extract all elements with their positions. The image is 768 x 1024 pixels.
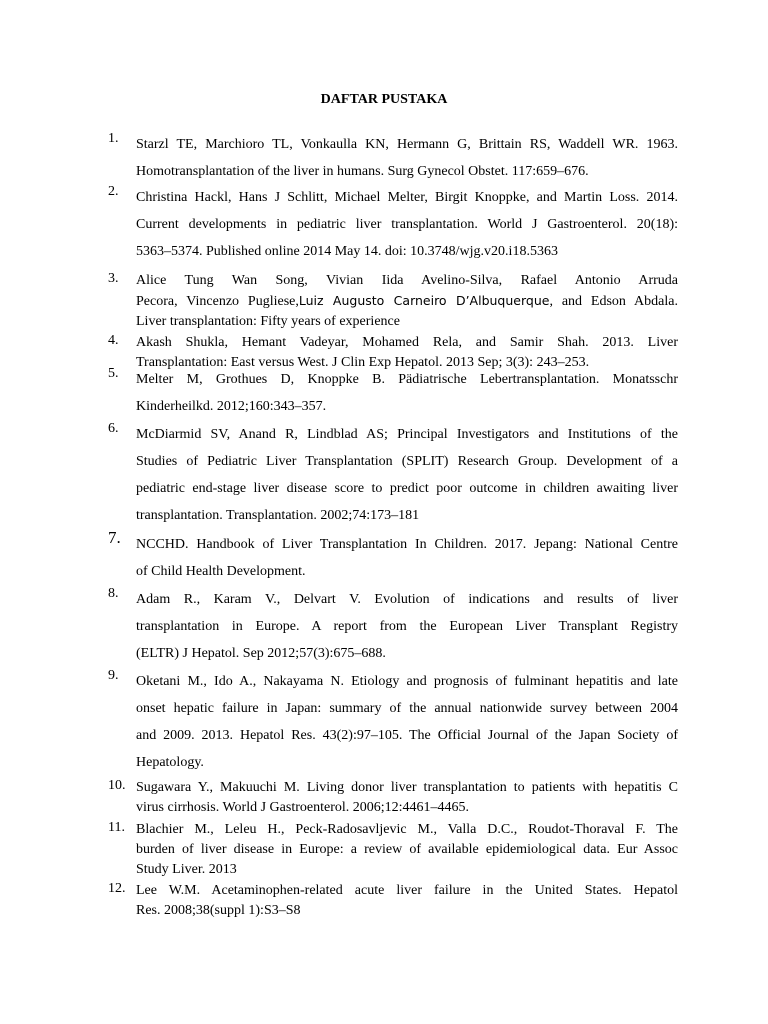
reference-line: Sugawara Y., Makuuchi M. Living donor liver transplantation to patients with hepatitis C xyxy=(136,780,678,795)
reference-item-3 xyxy=(108,271,678,332)
reference-line: pediatric end-stage liver disease score to predict poor outcome in children awaiting liver xyxy=(136,481,678,496)
reference-fragment: Luiz Augusto Carneiro D’Albuquerque xyxy=(298,293,550,308)
reference-fragment: , and Edson Abdala. xyxy=(549,294,678,309)
reference-item-10 xyxy=(108,778,678,818)
reference-line xyxy=(136,291,678,312)
reference-number: 5. xyxy=(108,366,119,381)
reference-number: 8. xyxy=(108,586,119,601)
reference-line: Liver transplantation: Fifty years of experience xyxy=(136,314,400,329)
reference-line: Hepatology. xyxy=(136,755,204,770)
reference-line: Current developments in pediatric liver transplantation. World J Gastroenterol. 20(18): xyxy=(136,217,678,232)
reference-line: Res. 2008;38(suppl 1):S3–S8 xyxy=(136,903,301,918)
reference-line: onset hepatic failure in Japan: summary of the annual nationwide survey between 2004 xyxy=(136,701,678,716)
reference-line: Homotransplantation of the liver in humans. Surg Gynecol Obstet. 117:659–676. xyxy=(136,164,589,179)
reference-number: 4. xyxy=(108,333,119,348)
reference-line: McDiarmid SV, Anand R, Lindblad AS; Principal Investigators and Institutions of the xyxy=(136,427,678,442)
reference-line: of Child Health Development. xyxy=(136,564,306,579)
reference-line: Kinderheilkd. 2012;160:343–357. xyxy=(136,399,327,414)
page-title: DAFTAR PUSTAKA xyxy=(320,92,448,107)
reference-item-2 xyxy=(108,184,678,265)
reference-number: 6. xyxy=(108,421,119,436)
reference-number: 9. xyxy=(108,668,119,683)
reference-line: Akash Shukla, Hemant Vadeyar, Mohamed Rela, and Samir Shah. 2013. Liver xyxy=(136,335,678,350)
reference-line: 5363–5374. Published online 2014 May 14. doi: 10.3748/wjg.v20.i18.5363 xyxy=(136,244,558,259)
reference-item-1 xyxy=(108,131,678,185)
reference-line: and 2009. 2013. Hepatol Res. 43(2):97–105. The Official Journal of the Japan Society of xyxy=(136,728,678,743)
reference-number: 1. xyxy=(108,131,119,146)
reference-line: NCCHD. Handbook of Liver Transplantation In Children. 2017. Jepang: National Centre xyxy=(136,537,678,552)
reference-item-5 xyxy=(108,366,678,420)
reference-number: 7. xyxy=(108,528,121,547)
reference-number: 10. xyxy=(108,778,126,793)
reference-number: 12. xyxy=(108,881,126,896)
reference-item-9 xyxy=(108,668,678,776)
reference-number: 2. xyxy=(108,184,119,199)
reference-line: Study Liver. 2013 xyxy=(136,862,237,877)
reference-line: Studies of Pediatric Liver Transplantation (SPLIT) Research Group. Development of a xyxy=(136,454,678,469)
reference-item-6 xyxy=(108,421,678,529)
reference-line: Transplantation: East versus West. J Clin Exp Hepatol. 2013 Sep; 3(3): 243–253. xyxy=(136,355,590,370)
reference-line: Adam R., Karam V., Delvart V. Evolution of indications and results of liver xyxy=(136,592,678,607)
reference-fragment: Pecora, Vincenzo Pugliese, xyxy=(136,294,299,309)
reference-line: Christina Hackl, Hans J Schlitt, Michael Melter, Birgit Knoppke, and Martin Loss. 2014. xyxy=(136,190,678,205)
reference-item-11 xyxy=(108,820,678,880)
reference-line: transplantation in Europe. A report from the European Liver Transplant Registry xyxy=(136,619,678,634)
reference-number: 11. xyxy=(108,820,125,835)
reference-line: Blachier M., Leleu H., Peck-Radosavljevic M., Valla D.C., Roudot-Thoraval F. The xyxy=(136,822,678,837)
reference-line: Alice Tung Wan Song, Vivian Iida Avelino-Silva, Rafael Antonio Arruda xyxy=(136,273,678,288)
reference-item-8 xyxy=(108,586,678,667)
reference-number: 3. xyxy=(108,271,119,286)
reference-line: virus cirrhosis. World J Gastroenterol. 2006;12:4461–4465. xyxy=(136,800,470,815)
reference-line: Melter M, Grothues D, Knoppke B. Pädiatrische Lebertransplantation. Monatsschr xyxy=(136,372,678,387)
reference-line: burden of liver disease in Europe: a review of available epidemiological data. Eur Assoc xyxy=(136,842,678,857)
reference-line: Oketani M., Ido A., Nakayama N. Etiology and prognosis of fulminant hepatitis and late xyxy=(136,674,678,689)
reference-line: (ELTR) J Hepatol. Sep 2012;57(3):675–688. xyxy=(136,646,386,661)
reference-line: Starzl TE, Marchioro TL, Vonkaulla KN, Hermann G, Brittain RS, Waddell WR. 1963. xyxy=(136,137,678,152)
reference-line: transplantation. Transplantation. 2002;74:173–181 xyxy=(136,508,420,523)
reference-line: Lee W.M. Acetaminophen-related acute liver failure in the United States. Hepatol xyxy=(136,883,678,898)
reference-item-7 xyxy=(108,528,678,585)
reference-item-12 xyxy=(108,881,678,921)
